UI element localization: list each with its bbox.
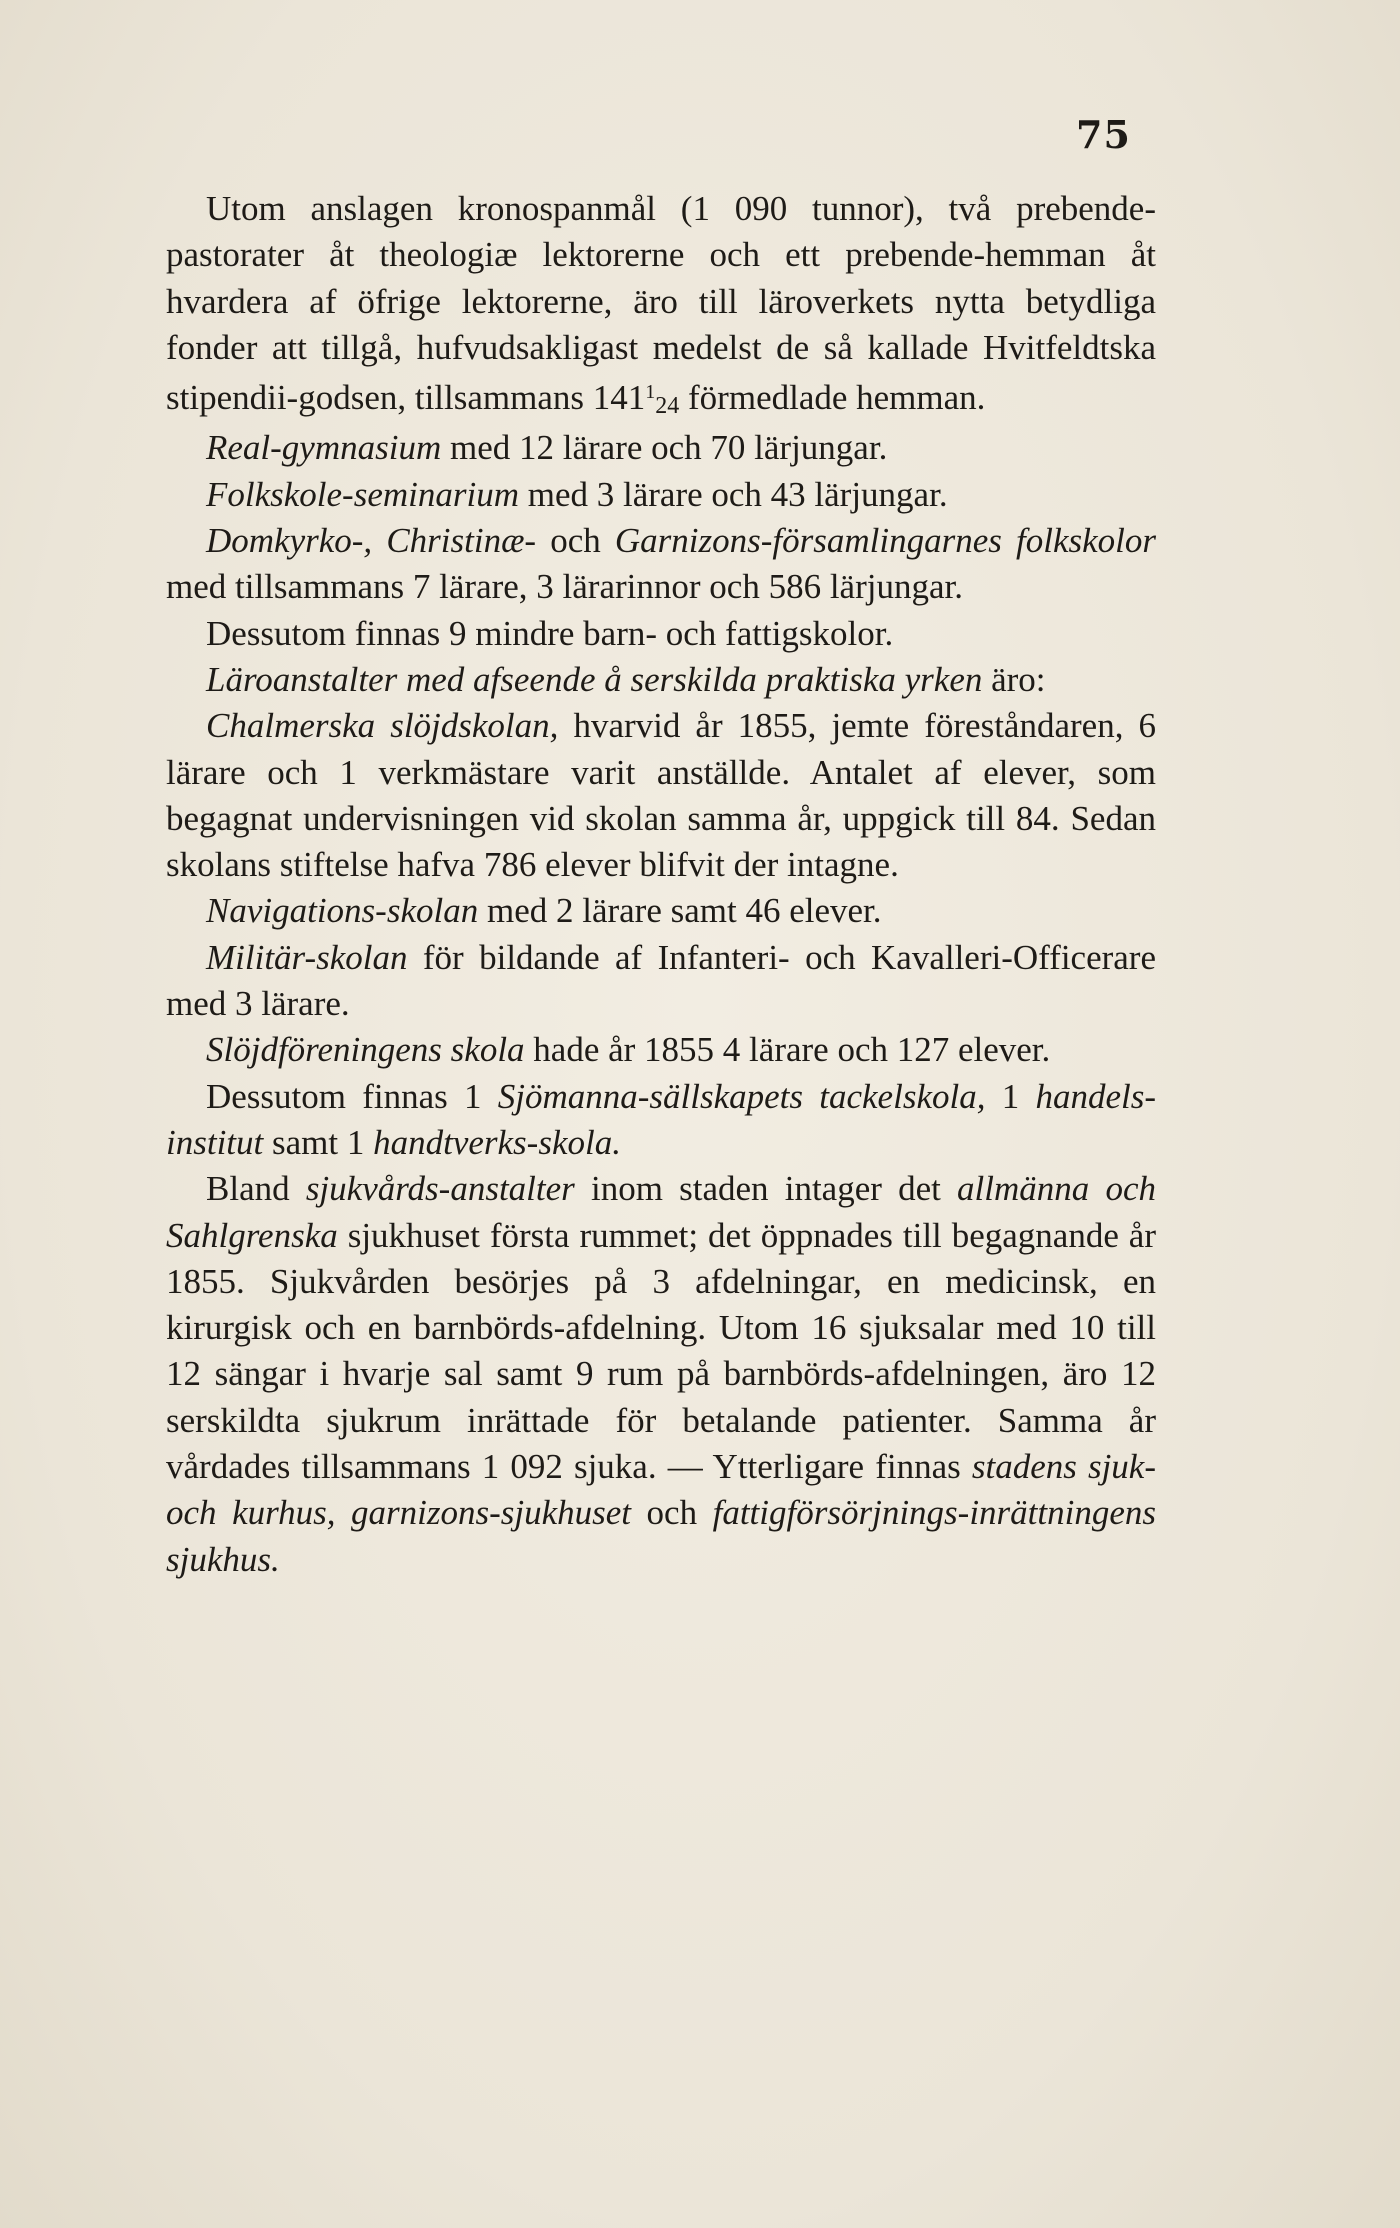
page-number: 75: [1076, 112, 1131, 157]
italic-term: Militär-skolan: [206, 937, 408, 977]
italic-term: Slöjdföreningens skola: [206, 1030, 525, 1070]
italic-term: Chalmerska slöjdskolan,: [206, 706, 559, 746]
italic-term: Navigations-skolan: [206, 891, 479, 931]
text-span: hade år 1855 4 lärare och 127 elever.: [524, 1030, 1051, 1070]
body-text: [166, 186, 1156, 1583]
text-span: för bildande af Infanteri- och Kavalleri-Officerare med 3 lärare.: [166, 937, 1156, 1024]
italic-term: Sjömanna-sällskapets tackelskola,: [497, 1076, 986, 1116]
paragraph-folkskolor: [166, 518, 1156, 611]
paragraph-chalmerska: [166, 703, 1156, 888]
paragraph-fattigskolor: [166, 611, 1156, 657]
italic-term: Garnizons-församlingarnes folkskolor: [614, 521, 1157, 561]
text-span: [372, 521, 386, 560]
italic-term: Christinæ-: [386, 521, 537, 561]
text-span: 1: [985, 1076, 1036, 1116]
text-span: samt 1: [263, 1122, 374, 1162]
paragraph-school-funds: [166, 186, 1156, 425]
paragraph-folkskole-seminarium: [166, 472, 1156, 518]
text-span: med 12 lärare och 70 lärjungar.: [441, 428, 888, 468]
italic-term: sjukvårds-anstalter: [305, 1169, 575, 1209]
text-span: förmedlade hemman.: [679, 378, 986, 418]
paragraph-slojdforeningens-skola: [166, 1027, 1156, 1073]
text-span: hvarvid år 1855, jemte föreståndaren, 6 lärare och 1 verkmästare varit anställde. Antalet af elever, som begagnat undervisningen vid skolan samma år, uppgick till 84. Sedan skolans stiftelse hafva 786 elever blifvit der intagne.: [166, 706, 1156, 885]
italic-term: Domkyrko-,: [206, 521, 373, 561]
italic-term: Folkskole-seminarium: [206, 474, 519, 514]
italic-term: handtverks-skola.: [373, 1122, 621, 1162]
text-span: Dessutom finnas 9 mindre barn- och fattigskolor.: [206, 613, 894, 653]
paragraph-laroanstalter: [166, 657, 1156, 703]
fraction: [645, 381, 680, 420]
text-span: Bland: [206, 1169, 306, 1209]
text-span: inom staden intager det: [574, 1169, 958, 1209]
paragraph-militar-skolan: [166, 935, 1156, 1028]
paragraph-sjukvards-anstalter: [166, 1166, 1156, 1583]
italic-term: Läroanstalter med afseende å serskilda praktiska yrken: [206, 659, 983, 699]
text-span: äro:: [982, 659, 1046, 699]
paragraph-real-gymnasium: [166, 425, 1156, 471]
text-span: och: [536, 521, 615, 561]
text-span: med 2 lärare samt 46 elever.: [478, 891, 882, 931]
paragraph-other-schools: [166, 1074, 1156, 1167]
text-span: Utom anslagen kronospanmål (1 090 tunnor), två prebende-pastorater åt theologiæ lektorerne och ett prebende-hemman åt hvardera af öfrige lektorerne, äro till läroverkets nytta betydliga fonder att tillgå, hufvudsakligast medelst de så kallade Hvitfeldtska stipendii-godsen, tillsammans 141: [166, 189, 1156, 418]
italic-term: Real-gymnasium: [206, 428, 442, 468]
italic-term: fattigförsörjnings-inrättningens sjukhus.: [166, 1493, 1156, 1579]
fraction-numerator: 1: [645, 381, 656, 404]
italic-term: stadens sjuk- och kurhus, garnizons-sjukhuset: [166, 1447, 1156, 1533]
text-span: Dessutom finnas 1: [206, 1076, 498, 1116]
paragraph-navigations-skolan: [166, 888, 1156, 934]
text-span: med tillsammans 7 lärare, 3 lärarinnor och 586 lärjungar.: [166, 567, 963, 607]
italic-term: allmänna och Sahlgrenska: [166, 1169, 1156, 1255]
text-span: med 3 lärare och 43 lärjungar.: [518, 474, 948, 514]
fraction-denominator: 24: [655, 393, 680, 420]
text-span: sjukhuset första rummet; det öppnades till begagnande år 1855. Sjukvården besörjes på 3 afdelningar, en medicinsk, en kirurgisk och en barnbörds-afdelning. Utom 16 sjuksalar med 10 till 12 sängar i hvarje sal samt 9 rum på barnbörds-afdelningen, äro 12 serskildta sjukrum inrättade för betalande patienter. Samma år vårdades tillsammans 1 092 sjuka. — Ytterligare finnas: [166, 1215, 1156, 1487]
text-span: och: [631, 1493, 713, 1533]
italic-term: handels-institut: [166, 1076, 1156, 1162]
